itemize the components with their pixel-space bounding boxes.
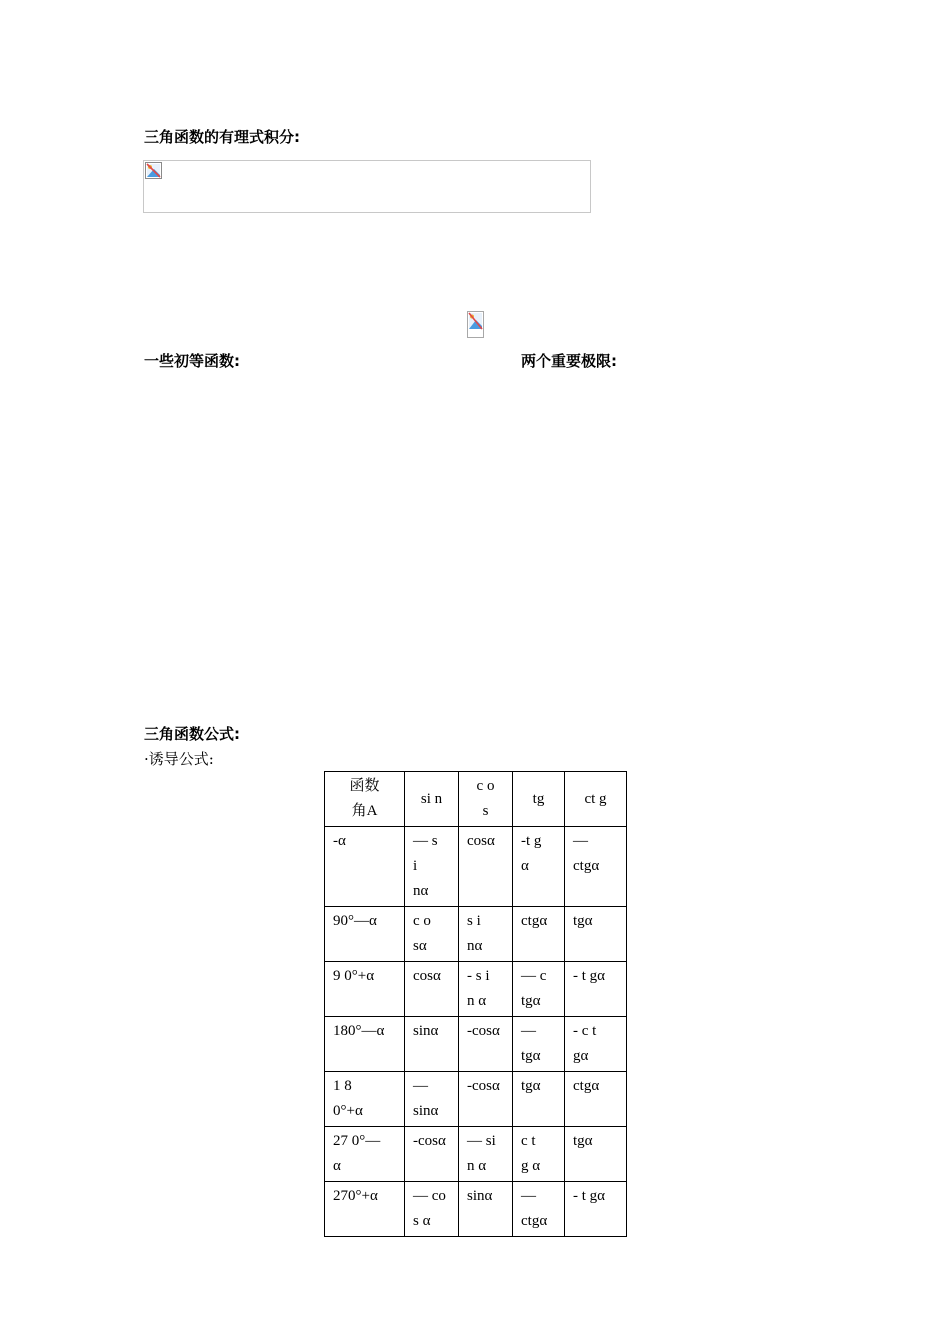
broken-image-icon <box>145 162 162 179</box>
value-cell: — tgα <box>513 1017 565 1072</box>
induction-formula-table <box>324 771 627 1237</box>
trig-formulas-heading: 三角函数公式: <box>144 725 240 743</box>
value-cell: cosα <box>459 827 513 907</box>
elementary-functions-heading: 一些初等函数: <box>144 352 240 370</box>
value-cell: -cosα <box>405 1127 459 1182</box>
angle-cell: 180°—α <box>325 1017 405 1072</box>
induction-formulas-subheading: ·诱导公式: <box>144 750 214 768</box>
value-cell: s i nα <box>459 907 513 962</box>
angle-cell: -α <box>325 827 405 907</box>
value-cell: - t gα <box>565 962 627 1017</box>
angle-cell: 27 0°— α <box>325 1127 405 1182</box>
image-placeholder-frame <box>143 160 591 213</box>
value-cell: -cosα <box>459 1072 513 1127</box>
value-cell: — ctgα <box>513 1182 565 1237</box>
table-row <box>325 827 627 907</box>
angle-cell: 270°+α <box>325 1182 405 1237</box>
table-row <box>325 1127 627 1182</box>
broken-image-icon <box>467 311 484 338</box>
header-cell-function: c o s <box>459 772 513 827</box>
value-cell: ctgα <box>565 1072 627 1127</box>
value-cell: — si n α <box>459 1127 513 1182</box>
value-cell: ctgα <box>513 907 565 962</box>
important-limits-heading: 两个重要极限: <box>521 352 617 370</box>
value-cell: tgα <box>513 1072 565 1127</box>
header-cell-function: ct g <box>565 772 627 827</box>
value-cell: tgα <box>565 907 627 962</box>
value-cell: — sinα <box>405 1072 459 1127</box>
value-cell: -t g α <box>513 827 565 907</box>
table-body <box>325 827 627 1237</box>
table-row <box>325 907 627 962</box>
angle-cell: 9 0°+α <box>325 962 405 1017</box>
value-cell: c t g α <box>513 1127 565 1182</box>
table-header-row <box>325 772 627 827</box>
value-cell: - s i n α <box>459 962 513 1017</box>
table-row <box>325 962 627 1017</box>
value-cell: cosα <box>405 962 459 1017</box>
angle-cell: 1 8 0°+α <box>325 1072 405 1127</box>
value-cell: — co s α <box>405 1182 459 1237</box>
header-cell-function: si n <box>405 772 459 827</box>
value-cell: c o sα <box>405 907 459 962</box>
table-row <box>325 1017 627 1072</box>
value-cell: sinα <box>459 1182 513 1237</box>
header-cell-function: tg <box>513 772 565 827</box>
value-cell: — ctgα <box>565 827 627 907</box>
value-cell: - t gα <box>565 1182 627 1237</box>
table-row <box>325 1072 627 1127</box>
value-cell: - c t gα <box>565 1017 627 1072</box>
header-cell-angle: 函数 角A <box>325 772 405 827</box>
integral-heading: 三角函数的有理式积分: <box>144 128 300 146</box>
value-cell: — s i nα <box>405 827 459 907</box>
angle-cell: 90°—α <box>325 907 405 962</box>
table-row <box>325 1182 627 1237</box>
value-cell: -cosα <box>459 1017 513 1072</box>
value-cell: — c tgα <box>513 962 565 1017</box>
value-cell: sinα <box>405 1017 459 1072</box>
value-cell: tgα <box>565 1127 627 1182</box>
